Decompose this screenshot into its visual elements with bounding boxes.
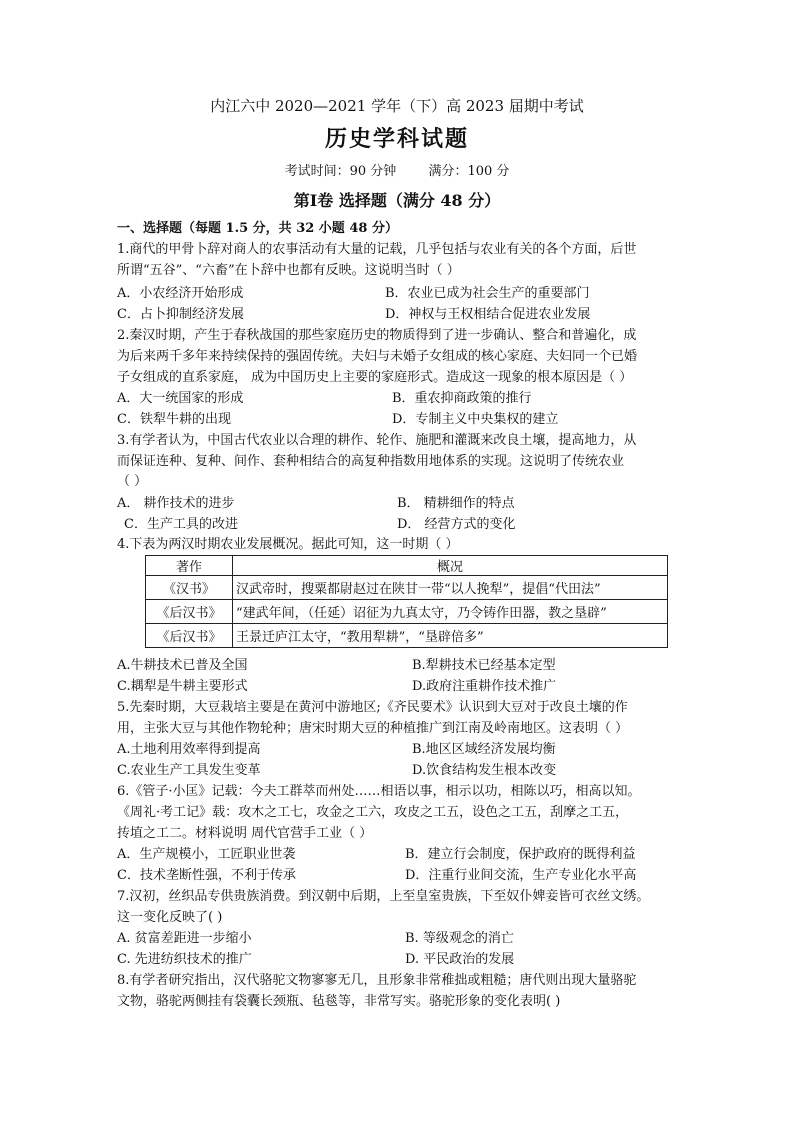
q3-option-b: B． 精耕细作的特点 xyxy=(397,496,515,511)
table-header-row xyxy=(146,556,668,576)
question-2-line-2: 为后来两千多年来持续保持的强固传统。夫妇与未婚子女组成的核心家庭、夫妇同一个已婚 xyxy=(117,349,638,364)
q6-option-c: C．技术垄断性强，不利于传承 xyxy=(117,868,296,883)
question-4-line-1: 4.下表为两汉时期农业发展概况。据此可知，这一时期（ ） xyxy=(117,537,459,552)
subject-title: 历史学科试题 xyxy=(324,126,469,152)
question-6-line-1: 6.《管子·小匡》记载：今夫工群萃而州处……相语以事，相示以功，相陈以巧，相高以知。 xyxy=(117,784,641,799)
q3-option-a: A． 耕作技术的进步 xyxy=(117,496,235,511)
full-score: 满分：100 分 xyxy=(428,164,510,179)
q7-option-a: A. 贫富差距进一步缩小 xyxy=(117,931,252,946)
table-row xyxy=(146,600,668,624)
q5-option-d: D.饮食结构发生根本改变 xyxy=(412,763,557,778)
q5-option-b: B.地区区域经济发展均衡 xyxy=(412,742,556,757)
table-header-cell: 概况 xyxy=(233,556,668,576)
q5-option-c: C.农业生产工具发生变革 xyxy=(117,763,261,778)
question-3-line-1: 3.有学者认为，中国古代农业以合理的耕作、轮作、施肥和灌溉来改良土壤，提高地力，从 xyxy=(117,433,637,448)
table-cell: 王景迁庐江太守，“教用犁耕”，“垦辟倍多” xyxy=(233,624,668,648)
question-2-line-1: 2.秦汉时期，产生于春秋战国的那些家庭历史的物质得到了进一步确认、整合和普遍化，成 xyxy=(117,328,637,343)
part-title: 第Ⅰ卷 选择题（满分 48 分） xyxy=(293,191,501,210)
question-6-line-2: 《周礼·考工记》载：攻木之工七，攻金之工六，攻皮之工五，设色之工五，刮摩之工五， xyxy=(117,805,629,820)
q4-option-a: A.牛耕技术已普及全国 xyxy=(117,658,248,673)
question-5-line-2: 用，主张大豆与其他作物轮种；唐宋时期大豆的种植推广到江南及岭南地区。这表明（ ） xyxy=(117,721,629,736)
table-cell: “建武年间，（任延）诏征为九真太守，乃令铸作田器，教之垦辟” xyxy=(233,600,668,624)
q4-option-b: B.犁耕技术已经基本定型 xyxy=(412,658,556,673)
question-1-line-1: 1.商代的甲骨卜辞对商人的农事活动有大量的记载，几乎包括与农业有关的各个方面，后世 xyxy=(117,242,637,257)
q6-option-a: A．生产规模小，工匠职业世袭 xyxy=(117,847,296,862)
q1-option-a: A．小农经济开始形成 xyxy=(117,286,244,301)
table-row xyxy=(146,576,668,600)
q1-option-d: D．神权与王权相结合促进农业发展 xyxy=(385,307,591,322)
q2-option-a: A．大一统国家的形成 xyxy=(117,391,244,406)
table-cell: 汉武帝时，搜粟都尉赵过在陕甘一带“以人挽犁”，提倡“代田法” xyxy=(233,576,668,600)
table-cell: 《后汉书》 xyxy=(146,600,233,624)
q1-option-c: C．占卜抑制经济发展 xyxy=(117,307,244,322)
q1-option-b: B．农业已成为社会生产的重要部门 xyxy=(385,286,590,301)
q3-option-c: C．生产工具的改进 xyxy=(124,517,238,532)
q5-option-a: A.土地利用效率得到提高 xyxy=(117,742,261,757)
exam-info xyxy=(0,160,794,179)
q4-option-c: C.耦犁是牛耕主要形式 xyxy=(117,679,248,694)
q6-option-d: D．注重行业间交流，生产专业化水平高 xyxy=(405,868,637,883)
question-2-line-3: 子女组成的直系家庭， 成为中国历史上主要的家庭形式。造成这一现象的根本原因是（ ） xyxy=(117,370,633,385)
q7-option-c: C. 先进纺织技术的推广 xyxy=(117,952,252,967)
question-3-line-2: 而保证连种、复种、间作、套种相结合的高复种指数用地体系的实现。这说明了传统农业 xyxy=(117,454,625,469)
q4-option-d: D.政府注重耕作技术推广 xyxy=(412,679,557,694)
question-1-line-2: 所谓“五谷”、“六畜”在卜辞中也都有反映。这说明当时（ ） xyxy=(117,263,460,278)
question-7-line-2: 这一变化反映了( ) xyxy=(117,910,223,925)
question-8-line-2: 文物，骆驼两侧挂有袋囊长颈瓶、毡毯等，非常写实。骆驼形象的变化表明( ) xyxy=(117,994,561,1009)
table-cell: 《后汉书》 xyxy=(146,624,233,648)
q2-option-b: B．重农抑商政策的推行 xyxy=(392,391,532,406)
school-exam-line: 内江六中 2020—2021 学年（下）高 2023 届期中考试 xyxy=(210,97,584,115)
q7-option-b: B. 等级观念的消亡 xyxy=(405,931,514,946)
question-7-line-1: 7.汉初，丝织品专供贵族消费。到汉朝中后期，上至皇室贵族，下至奴仆婢妾皆可衣丝文绣。 xyxy=(117,889,650,904)
question-3-line-3: （ ） xyxy=(117,474,148,489)
q6-option-b: B．建立行会制度，保护政府的既得利益 xyxy=(405,847,636,862)
question-6-line-3: 抟埴之工二。材料说明 周代官营手工业（ ） xyxy=(117,826,373,841)
question-5-line-1: 5.先秦时期，大豆栽培主要是在黄河中游地区;《齐民要术》认识到大豆对于改良土壤的作 xyxy=(117,700,628,715)
q2-option-c: C．铁犁牛耕的出现 xyxy=(117,412,231,427)
exam-time: 考试时间：90 分钟 xyxy=(284,164,397,179)
question-8-line-1: 8.有学者研究指出，汉代骆驼文物寥寥无几，且形象非常稚拙或粗糙；唐代则出现大量骆驼 xyxy=(117,973,637,988)
q3-option-d: D． 经营方式的变化 xyxy=(397,517,516,532)
table-cell: 《汉书》 xyxy=(146,576,233,600)
q7-option-d: D. 平民政治的发展 xyxy=(405,952,515,967)
table-row xyxy=(146,624,668,648)
q2-option-d: D．专制主义中央集权的建立 xyxy=(392,412,559,427)
section-heading: 一、选择题（每题 1.5 分，共 32 小题 48 分） xyxy=(117,221,398,236)
table-header-cell: 著作 xyxy=(146,556,233,576)
agriculture-table xyxy=(145,555,668,648)
